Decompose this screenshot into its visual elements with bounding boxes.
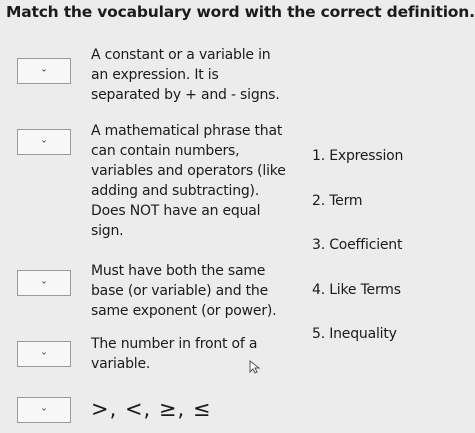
answer-dropdown-3[interactable] [17,270,71,296]
chevron-down-icon: ⌄ [40,276,48,287]
definition-3: Must have both the same base (or variable) and the same exponent (or power). [91,263,277,319]
answer-dropdown-2[interactable] [17,129,71,155]
chevron-down-icon: ⌄ [40,347,48,358]
definition-5-symbols: >, <, ≥, ≤ [91,397,212,421]
question-title: Match the vocabulary word with the correct definition. [6,3,475,21]
term-5: 5. Inequality [312,326,397,342]
term-4: 4. Like Terms [312,282,401,298]
definition-2: A mathematical phrase that can contain numbers, variables and operators (like adding and subtracting). Does NOT have an equal sign. [91,123,286,239]
chevron-down-icon: ⌄ [40,135,48,146]
term-1: 1. Expression [312,148,404,164]
definition-1: A constant or a variable in an expression. It is separated by + and - signs. [91,47,280,103]
mouse-cursor-icon [248,360,262,374]
term-3: 3. Coefficient [312,237,403,253]
answer-dropdown-1[interactable] [17,58,71,84]
answer-dropdown-4[interactable] [17,341,71,367]
term-2: 2. Term [312,193,363,209]
answer-dropdown-5[interactable] [17,397,71,423]
chevron-down-icon: ⌄ [40,64,48,75]
definition-4: The number in front of a variable. [91,336,258,372]
chevron-down-icon: ⌄ [40,403,48,414]
